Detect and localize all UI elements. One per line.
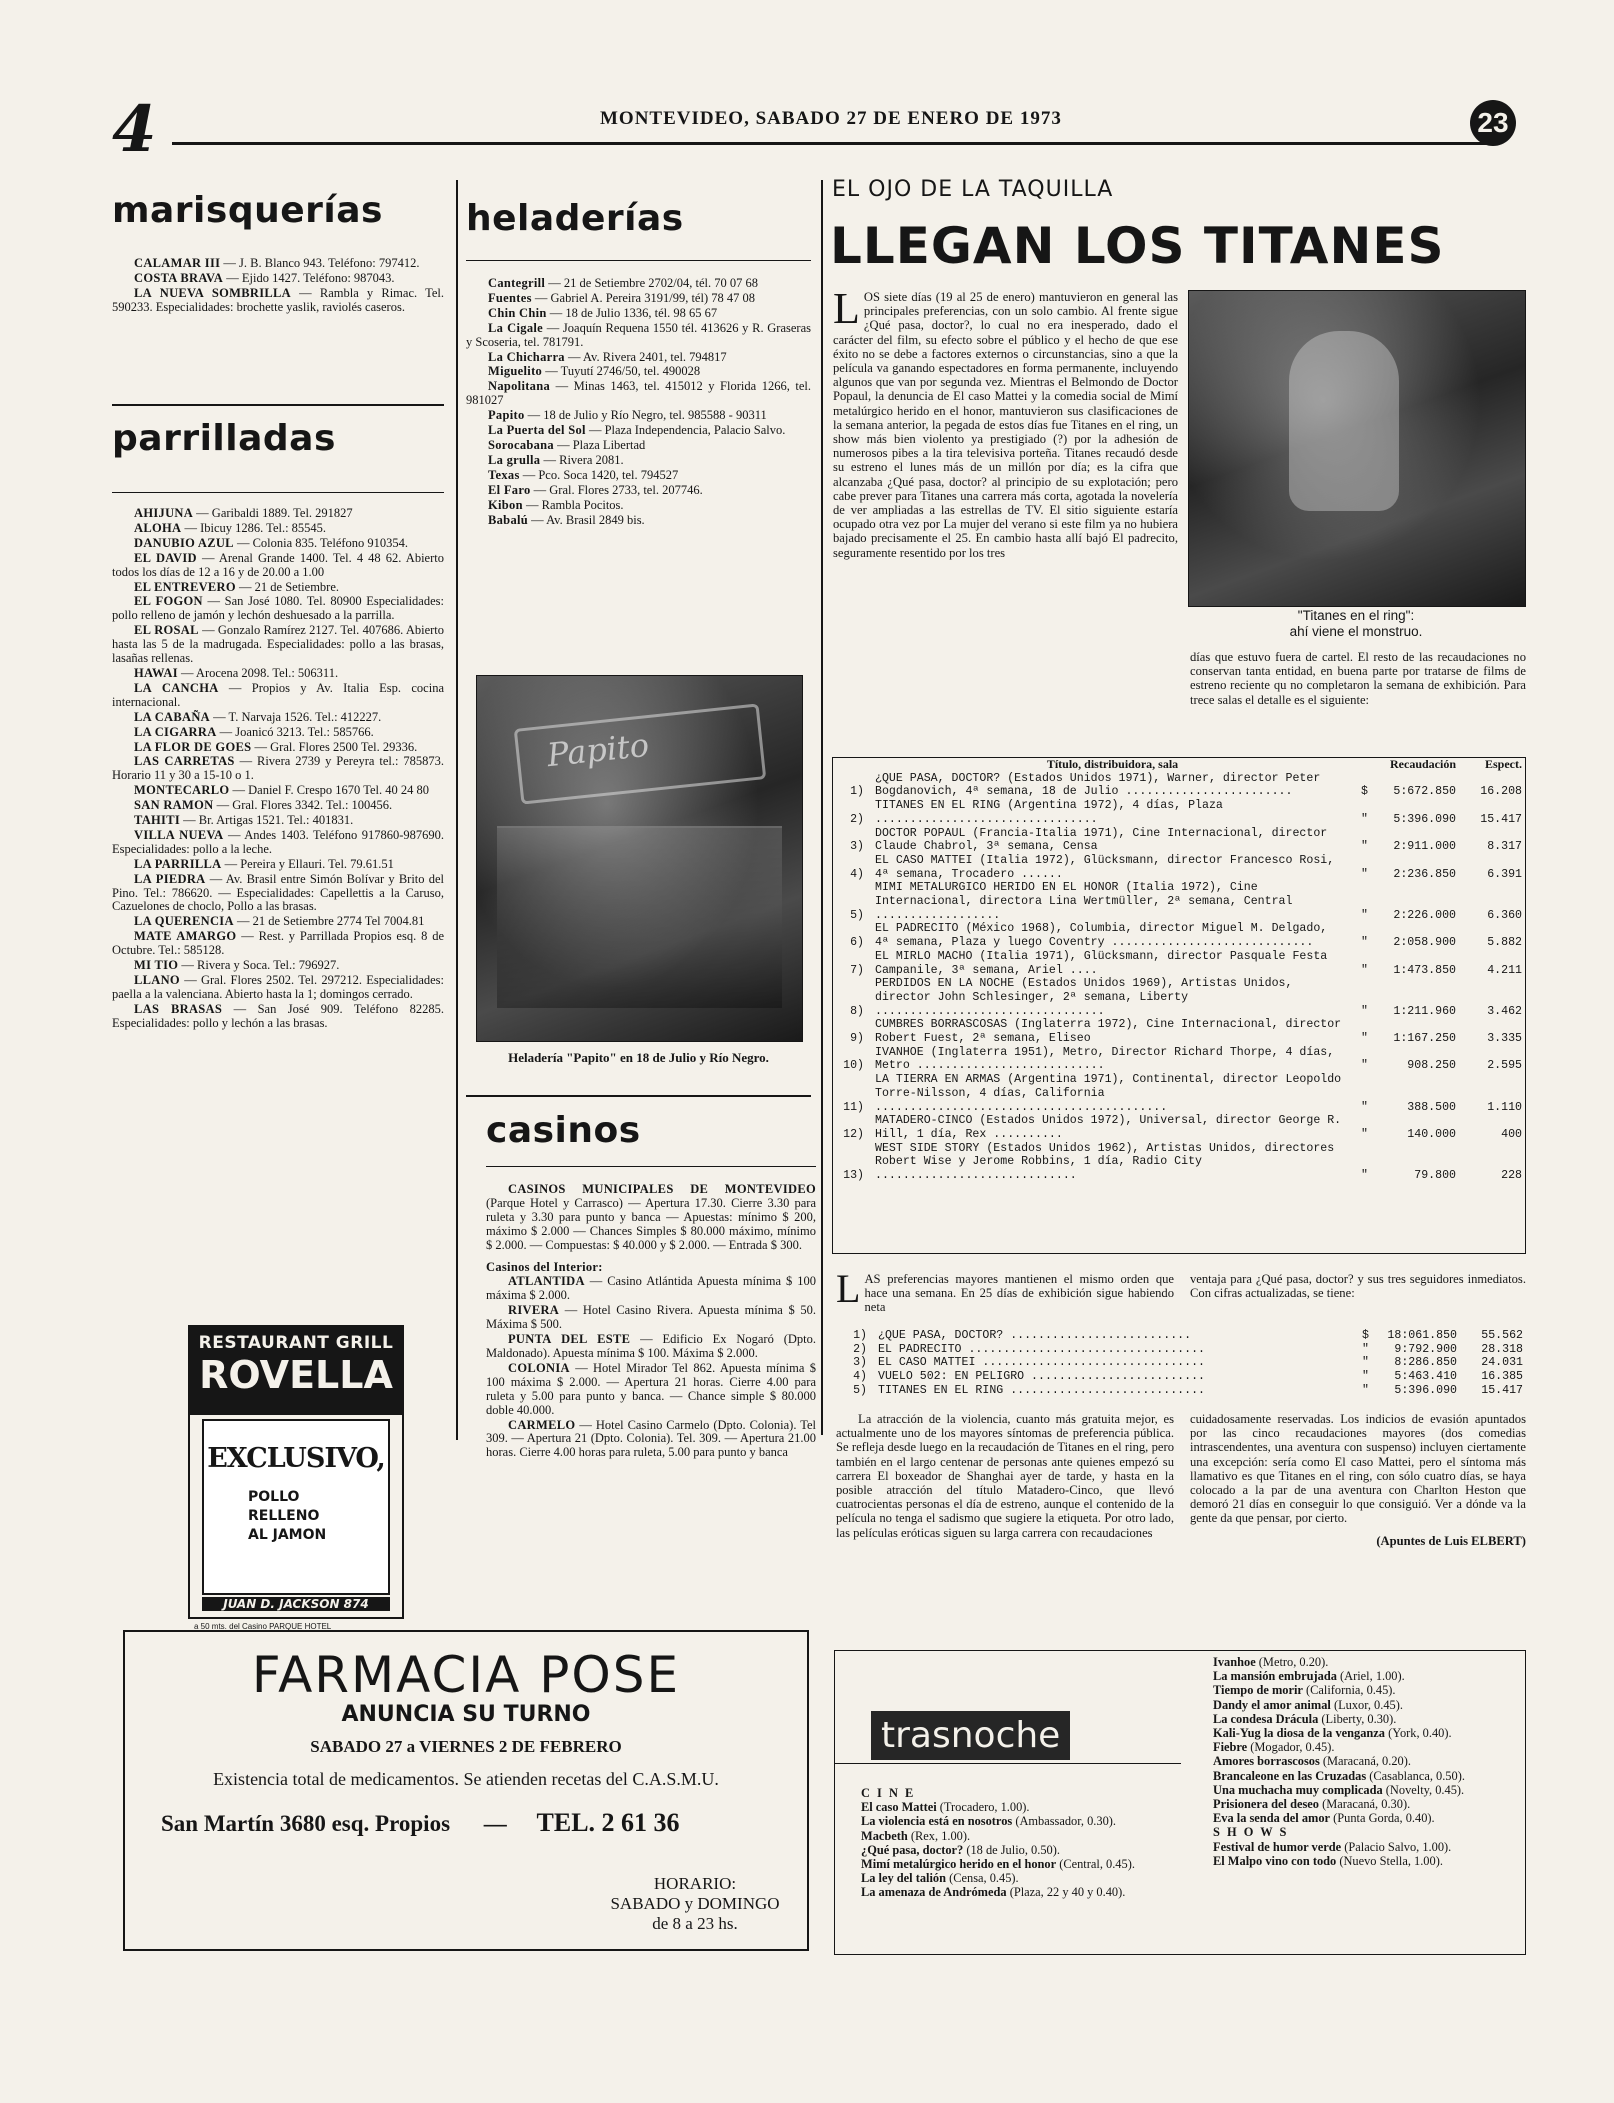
list-item: LA PARRILLA — Pereira y Ellauri. Tel. 79.61.51: [134, 856, 394, 871]
photo-figure: [1289, 331, 1399, 511]
table-cell-currency: ": [1361, 840, 1368, 854]
table-cell-n: 4): [850, 867, 864, 881]
list-item: Una muchacha muy complicada (Novelty, 0.45).: [1213, 1782, 1465, 1797]
table-cell-revenue: 9:792.900: [1394, 1342, 1457, 1356]
table-cell-title: MATADERO-CINCO (Estados Unidos 1972), Universal, director George R. Hill, 1 día, Rex ..........: [875, 1114, 1342, 1141]
table-cell-title: IVANHOE (Inglaterra 1951), Metro, Director Richard Thorpe, 4 días, Metro ...........................: [875, 1045, 1335, 1073]
list-item: Ivanhoe (Metro, 0.20).: [1213, 1655, 1329, 1669]
section-title: marisquerías: [112, 190, 383, 231]
column-divider: [821, 180, 823, 1435]
table-cell-spect: 3.335: [1487, 1032, 1522, 1046]
table-cell-revenue: 1:167.250: [1393, 1032, 1456, 1046]
list-item: La amenaza de Andrómeda (Plaza, 22 y 40 y 0.40).: [861, 1885, 1126, 1900]
table-cell-spect: 228: [1501, 1169, 1522, 1183]
list-item: LA CABAÑA — T. Narvaja 1526. Tel.: 412227.: [134, 709, 382, 724]
list-item: La condesa Drácula (Liberty, 0.30).: [1213, 1711, 1397, 1726]
table-cell-title: CUMBRES BORRASCOSAS (Inglaterra 1972), Cine Internacional, director Robert Fuest, 2ª semana, Eliseo: [875, 1018, 1342, 1046]
table-cell-currency: ": [1361, 1169, 1368, 1183]
table-row: [836, 1329, 1526, 1343]
table-cell-title: TITANES EN EL RING ............................: [878, 1383, 1205, 1397]
table-cell-revenue: 5:672.850: [1393, 785, 1456, 799]
trasnoche-section: [834, 1650, 1526, 1955]
table-cell-n: 6): [850, 936, 864, 950]
list-item: Amores borrascosos (Maracaná, 0.20).: [1213, 1754, 1411, 1769]
table-cell-revenue: 2:911.000: [1393, 840, 1456, 854]
ad-dash: —: [483, 1811, 507, 1836]
table-cell-currency: $: [1361, 785, 1368, 799]
list-item: ALOHA — Ibicuy 1286. Tel.: 85545.: [134, 520, 327, 535]
list-item: Cantegrill — 21 de Setiembre 2702/04, tél. 70 07 68: [488, 276, 758, 290]
section-rule: [112, 492, 444, 493]
photo-caption: Heladería "Papito" en 18 de Julio y Río Negro.: [508, 1050, 769, 1065]
drop-cap: L: [833, 284, 860, 333]
table-cell-title: PERDIDOS EN LA NOCHE (Estados Unidos 1969), Artistas Unidos, director John Schlesinger, 2ª semana, Liberty .................................: [875, 977, 1293, 1018]
table-cell-spect: 400: [1501, 1127, 1522, 1141]
list-item: La Cigale — Joaquín Requena 1550 tél. 413626 y R. Graseras y Scoseria, tel. 781791.: [466, 320, 811, 349]
subheading: Casinos del Interior:: [486, 1259, 603, 1274]
table-header-spect: Espect.: [1485, 757, 1522, 771]
titanes-photo: [1188, 290, 1526, 607]
table-cell-revenue: 5:463.410: [1394, 1370, 1457, 1384]
photo-shopfront: [497, 826, 782, 1008]
rovella-header: [190, 1327, 402, 1415]
table-cell-currency: ": [1361, 1127, 1368, 1141]
article-para-2: días que estuvo fuera de cartel. El resto de las recaudaciones no conservan tanta entidad, en buena parte por tratarse de films de estreno reciente qu no completaron la semana de exhibición. Para trece salas el detalle es el siguiente:: [1190, 650, 1526, 707]
table-row: [836, 1356, 1526, 1370]
list-item: Dandy el amor animal (Luxor, 0.45).: [1213, 1697, 1403, 1712]
table-row: [833, 854, 1525, 881]
table-cell-spect: 3.462: [1487, 1004, 1522, 1018]
table-cell-n: 13): [843, 1169, 864, 1183]
casinos-section: [486, 1110, 816, 1461]
table-cell-spect: 16.208: [1480, 785, 1522, 799]
section-title: parrilladas: [112, 418, 336, 459]
table-cell-spect: 8.317: [1487, 840, 1522, 854]
table-cell-title: EL MIRLO MACHO (Italia 1971), Glücksmann, director Pasquale Festa Campanile, 3ª semana, Ariel ....: [875, 949, 1328, 977]
table-row: [836, 1343, 1526, 1357]
table-cell-n: 11): [843, 1100, 864, 1114]
list-item: El caso Mattei (Trocadero, 1.00).: [861, 1800, 1030, 1815]
table-row: [833, 799, 1525, 826]
table-cell-revenue: 5:396.090: [1393, 812, 1456, 826]
table-cell-currency: $: [1362, 1329, 1369, 1342]
list-item: Brancaleone en las Cruzadas (Casablanca, 0.50).: [1213, 1768, 1465, 1783]
list-item: El Malpo vino con todo (Nuevo Stella, 1.00).: [1213, 1853, 1443, 1868]
table-cell-title: LA TIERRA EN ARMAS (Argentina 1971), Continental, director Leopoldo Torre-Nilsson, 4 días, California ..........................................: [875, 1073, 1342, 1114]
list-item: EL DAVID — Arenal Grande 1400. Tel. 4 48 62. Abierto todos los días de 12 a 16 y de 20.00 a 1.00: [112, 550, 444, 579]
table-row: [833, 1073, 1525, 1114]
list-item: Texas — Pco. Soca 1420, tel. 794527: [488, 467, 679, 482]
table-cell-spect: 2.595: [1487, 1059, 1522, 1073]
table-cell-revenue: 1:473.850: [1393, 963, 1456, 977]
list-item: COSTA BRAVA — Ejido 1427. Teléfono: 987043.: [134, 270, 395, 285]
section-rule: [466, 260, 811, 261]
table-cell-currency: ": [1362, 1342, 1369, 1356]
table-cell-title: EL CASO MATTEI (Italia 1972), Glücksmann, director Francesco Rosi, 4ª semana, Trocadero ......: [875, 853, 1335, 881]
table-cell-revenue: 2:058.900: [1393, 936, 1456, 950]
list-item: SAN RAMON — Gral. Flores 3342. Tel.: 100456.: [134, 798, 393, 813]
table-row: [833, 881, 1525, 922]
section-rule: [112, 404, 444, 406]
list-item: LA QUERENCIA — 21 de Setiembre 2774 Tel 7004.81: [134, 914, 425, 929]
ad-phone: TEL. 2 61 36: [536, 1808, 680, 1837]
list-item: ATLANTIDA — Casino Atlántida Apuesta mínima $ 100 máxima $ 2.000.: [486, 1274, 816, 1303]
list-item: Prisionera del deseo (Maracaná, 0.30).: [1213, 1797, 1411, 1812]
ad-address: JUAN D. JACKSON 874: [202, 1597, 390, 1611]
ad-title: FARMACIA POSE: [251, 1646, 681, 1704]
list-item: MONTECARLO — Daniel F. Crespo 1670 Tel. 40 24 80: [134, 783, 429, 798]
section-title: heladerías: [466, 198, 684, 239]
table-cell-currency: ": [1362, 1356, 1369, 1370]
list-item: LA NUEVA SOMBRILLA — Rambla y Rimac. Tel. 590233. Especialidades: brochette yaslik, raviolés caseros.: [112, 285, 444, 314]
table-row: [833, 772, 1525, 799]
table-cell-currency: ": [1361, 908, 1368, 922]
ad-footnote: a 50 mts. del Casino PARQUE HOTEL: [194, 1622, 332, 1631]
drop-cap: L: [836, 1266, 861, 1311]
table-cell-n: 3): [850, 840, 864, 854]
table-cell-currency: ": [1361, 1059, 1368, 1073]
table-cell-title: VUELO 502: EN PELIGRO .........................: [878, 1370, 1205, 1384]
list-item: Kali-Yug la diosa de la venganza (York, 0.40).: [1213, 1726, 1452, 1741]
table-cell-n: 1): [850, 785, 864, 799]
table-cell-currency: ": [1361, 812, 1368, 826]
table-cell-n: 7): [850, 963, 864, 977]
table-cell-spect: 15.417: [1480, 812, 1522, 826]
marisquerias-list: [112, 257, 444, 315]
table-cell-n: 2): [853, 1342, 867, 1356]
box-office-table: [833, 758, 1525, 1183]
list-item: Chin Chin — 18 de Julio 1336, tél. 98 65 67: [488, 305, 718, 320]
list-item: CARMELO — Hotel Casino Carmelo (Dpto. Colonia). Tel 309. — Apertura 21 (Dpto. Colonia). Tel. 309. — Apertura 21.00 horas. Cierre 4.00 horas para ruleta, 5.00 para punto y banca: [486, 1417, 816, 1460]
cumulative-table: [836, 1329, 1526, 1398]
list-item: VILLA NUEVA — Andes 1403. Teléfono 917860-987690. Especialidades: pollo a la leche.: [112, 827, 444, 856]
table-cell-spect: 1.110: [1487, 1100, 1522, 1114]
page-number-badge: [1470, 100, 1516, 146]
ad-line: Existencia total de medicamentos. Se atienden recetas del C.A.S.M.U.: [213, 1769, 719, 1789]
table-cell-n: 10): [843, 1059, 864, 1073]
list-item: TAHITI — Br. Artigas 1521. Tel.: 401831.: [134, 813, 354, 828]
list-item: AHIJUNA — Garibaldi 1889. Tel. 291827: [134, 506, 353, 520]
ad-line: RESTAURANT GRILL: [198, 1333, 394, 1353]
list-item: MATE AMARGO — Rest. y Parrillada Propios esq. 8 de Octubre. Tel.: 585128.: [112, 929, 444, 958]
table-cell-n: 9): [850, 1032, 864, 1046]
table-row: [833, 1046, 1525, 1073]
ad-line: POLLO: [248, 1489, 300, 1505]
table-cell-spect: 15.417: [1481, 1383, 1523, 1397]
table-row: [833, 827, 1525, 854]
heladerias-list: [466, 277, 811, 527]
list-item: MI TIO — Rivera y Soca. Tel.: 796927.: [134, 958, 340, 973]
rovella-ad: [188, 1325, 404, 1631]
table-cell-revenue: 140.000: [1407, 1127, 1456, 1141]
table-cell-title: WEST SIDE STORY (Estados Unidos 1962), Artistas Unidos, directores Robert Wise y Jerome Robbins, 1 día, Radio City .............................: [875, 1141, 1335, 1183]
marisquerias-section: [112, 190, 444, 316]
list-item: LLANO — Gral. Flores 2502. Tel. 297212. Especialidades: paella a la valenciana. Abierto hasta la 1; domingos cerrado.: [112, 973, 444, 1001]
column-divider: [456, 180, 458, 1440]
table-cell-n: 5): [850, 908, 864, 922]
list-item: El Faro — Gral. Flores 2733, tel. 207746.: [488, 482, 703, 497]
table-cell-title: TITANES EN EL RING (Argentina 1972), 4 días, Plaza ................................: [875, 799, 1223, 826]
ad-text: [248, 1488, 388, 1545]
table-header: [833, 758, 872, 772]
rovella-inner: [202, 1419, 390, 1595]
ad-line: RELLENO: [248, 1508, 320, 1524]
table-cell-currency: ": [1361, 1100, 1368, 1114]
photo-caption: "Titanes en el ring": ahí viene el monstruo.: [1289, 608, 1423, 639]
list-item: Mimí metalúrgico herido en el honor (Central, 0.45).: [861, 1857, 1135, 1872]
photo-sign-text: Papito: [545, 725, 651, 775]
table-cell-n: 8): [850, 1004, 864, 1018]
trasnoche-cine-list-1: [861, 1786, 1171, 1900]
table-row: [833, 922, 1525, 949]
list-item: Kibon — Rambla Pocitos.: [488, 497, 624, 512]
table-cell-n: 12): [843, 1127, 864, 1141]
table-cell-spect: 6.360: [1487, 908, 1522, 922]
list-item: HAWAI — Arocena 2098. Tel.: 506311.: [134, 665, 339, 680]
list-item: ¿Qué pasa, doctor? (18 de Julio, 0.50).: [861, 1842, 1060, 1857]
list-item: LA PIEDRA — Av. Brasil entre Simón Bolívar y Brito del Pino. Tel.: 786620. — Especialidades: Capellettis a la Caruso, Cazuelones de choclo, Pollo a las brasas.: [112, 871, 444, 914]
article-para-1: LOS siete días (19 al 25 de enero) mantuvieron en general las principales preferencias, con un solo cambio. Al frente sigue ¿Qué pasa, doctor?, lo cual no era inesperado, dado el carácter del film, su efecto sobre el público y el hecho de que ese éxito no se debe a factores externos o circunstancias, sino a que la película va ganando espectadores en forma permanente, incluyendo algunos que van por segunda vez. Mientras el Belmondo de Doctor Popaul, la denuncia de El caso Mattei y la comedia social de Mimí metalúrgico herido en el honor, mantuvieron sus clasificaciones de la semana anterior, la pegada de estos días fue Titanes en el ring, un show más bien violento ya prestigiado (?) por la adhesión de numerosos pibes a la tira televisiva porteña. Titanes recaudó desde su estreno el lunes más de un millón por día; es la cifra que alcanzaba ¿Qué pasa, doctor? al principio de su explotación; pero cabe prever para Titanes una carrera más corta, agotada la novelería de ver ampliadas a las estrellas de TV. El sitio siguiente estaría ocupado otra vez por La mujer del verano si este film ya no hubiera bajado precisamente el 25. En cambio hasta allí bajó El padrecito, seguramente resentido por los tres: [833, 284, 1178, 560]
header-rule: [172, 142, 1492, 145]
table-cell-currency: ": [1361, 936, 1368, 950]
table-cell-spect: 5.882: [1487, 936, 1522, 950]
table-cell-n: 5): [853, 1383, 867, 1397]
list-item: LA FLOR DE GOES — Gral. Flores 2500 Tel. 29336.: [134, 739, 418, 754]
table-cell-currency: ": [1361, 1004, 1368, 1018]
ad-brand: ROVELLA: [199, 1353, 393, 1397]
list-item: RIVERA — Hotel Casino Rivera. Apuesta mínima $ 50. Máxima $ 500.: [486, 1303, 816, 1332]
article-para-3: LAS preferencias mayores mantienen el mismo orden que hace una semana. En 25 días de exhibición sigue habiendo neta: [836, 1266, 1174, 1315]
table-cell-title: MIMI METALURGICO HERIDO EN EL HONOR (Italia 1972), Cine Internacional, directora Lina Wertmüller, 2ª semana, Central ..................: [875, 881, 1293, 922]
article-title: LLEGAN LOS TITANES: [830, 217, 1445, 275]
table-row: [833, 977, 1525, 1018]
list-item: Eva la senda del amor (Punta Gorda, 0.40).: [1213, 1811, 1435, 1826]
ad-hours: HORARIO: SABADO y DOMINGO de 8 a 23 hs.: [610, 1874, 780, 1933]
papito-photo: [476, 675, 803, 1042]
parrilladas-section: [112, 418, 444, 1032]
trasnoche-cine-list-2: [1213, 1655, 1513, 1868]
casinos-list: [486, 1183, 816, 1460]
list-item: CALAMAR III — J. B. Blanco 943. Teléfono: 797412.: [134, 256, 420, 270]
table-cell-revenue: 388.500: [1407, 1100, 1456, 1114]
ad-subtitle: ANUNCIA SU TURNO: [341, 1702, 591, 1727]
table-cell-currency: ": [1361, 1032, 1368, 1046]
table-cell-currency: ": [1362, 1370, 1369, 1384]
farmacia-ad: [123, 1630, 809, 1951]
list-item: CASINOS MUNICIPALES DE MONTEVIDEO (Parque Hotel y Carrasco) — Apertura 17.30. Cierre 3.30 para ruleta y 3.30 para punto y banca — Apuestas: mínimo $ 200, máximo $ 2.000 — Chances Simples $ 80.000 máximo, mínimo $ 2.000. — Compuestas: $ 40.000 y $ 2.000. — Entrada $ 300.: [486, 1182, 816, 1252]
article-para-5: cuidadosamente reservadas. Los indicios de evasión apuntados por las cinco recaudaciones mayores (dos comedias intrascendentes, una aventura con suspenso) incluyen ciertamente una excepción: sería como El caso Mattei, pero el síntoma más llamativo es que Titanes en el ring, con sólo cuatro días, se haya colocado a la par de una aventura con Charlton Heston que demoró 21 días en conseguir lo que consiguió. Ver a dónde va la gente da que pensar, por cierto. (Apuntes de Luis ELBERT): [1190, 1412, 1526, 1548]
parrilladas-list: [112, 507, 444, 1031]
list-item: LA CIGARRA — Joanicó 3213. Tel.: 585766.: [134, 724, 374, 739]
list-item: Napolitana — Minas 1463, tel. 415012 y Florida 1266, tel. 981027: [466, 379, 811, 408]
table-cell-revenue: 8:286.850: [1394, 1356, 1457, 1370]
table-row: [833, 1114, 1525, 1141]
list-item: Macbeth (Rex, 1.00).: [861, 1828, 971, 1843]
table-cell-title: EL PADRECITO (México 1968), Columbia, director Miguel M. Delgado, 4ª semana, Plaza y luego Coventry .............................: [875, 922, 1328, 950]
list-item: Fuentes — Gabriel A. Pereira 3191/99, tél) 78 47 08: [488, 290, 755, 305]
signature: (Apuntes de Luis ELBERT): [1376, 1533, 1526, 1548]
list-item: LAS BRASAS — San José 909. Teléfono 82285. Especialidades: pollo y lechón a las brasas.: [112, 1001, 445, 1030]
table-cell-n: 3): [853, 1356, 867, 1370]
list-item: La Puerta del Sol — Plaza Independencia, Palacio Salvo.: [488, 423, 786, 438]
list-item: La grulla — Rivera 2081.: [488, 452, 624, 467]
box-office-table-frame: [832, 757, 1526, 1254]
list-item: PUNTA DEL ESTE — Edificio Ex Nogaró (Dpto. Maldonado). Apuesta mínima $ 100. Máxima $ 2.000.: [486, 1332, 816, 1360]
table-cell-title: EL PADRECITO ..................................: [878, 1342, 1205, 1356]
table-cell-title: ¿QUE PASA, DOCTOR? ..........................: [878, 1329, 1192, 1342]
list-item: Festival de humor verde (Palacio Salvo, 1.00).: [1213, 1839, 1452, 1854]
ad-line: EXCLUSIVO,: [207, 1443, 385, 1474]
table-row: [833, 1142, 1525, 1183]
section-rule: [466, 1095, 811, 1097]
section-rule: [486, 1166, 816, 1167]
newspaper-logo: 4: [112, 92, 157, 167]
table-row: [836, 1370, 1526, 1384]
subheading: S H O W S: [1213, 1825, 1289, 1840]
table-cell-currency: ": [1362, 1383, 1369, 1397]
table-cell-revenue: 908.250: [1407, 1059, 1456, 1073]
list-item: Babalú — Av. Brasil 2849 bis.: [488, 512, 645, 527]
table-cell-n: 4): [853, 1370, 867, 1384]
list-item: LA CANCHA — Propios y Av. Italia Esp. cocina internacional.: [112, 680, 444, 709]
table-cell-revenue: 2:236.850: [1393, 867, 1456, 881]
table-header-title: Título, distribuidora, sala: [1046, 757, 1179, 771]
table-cell-spect: 55.562: [1481, 1329, 1523, 1342]
section-rule: [835, 1763, 1181, 1764]
table-cell-spect: 16.385: [1481, 1370, 1523, 1384]
subheading: C I N E: [861, 1786, 916, 1800]
list-item: EL ENTREVERO — 21 de Setiembre.: [134, 579, 340, 594]
table-cell-n: 2): [850, 812, 864, 826]
list-item: Miguelito — Tuyutí 2746/50, tel. 490028: [488, 364, 701, 379]
date-line: MONTEVIDEO, SABADO 27 DE ENERO DE 1973: [600, 108, 1062, 129]
list-item: Fiebre (Mogador, 0.45).: [1213, 1740, 1335, 1755]
article-kicker: EL OJO DE LA TAQUILLA: [832, 177, 1114, 202]
article-para-4: La atracción de la violencia, cuanto más gratuita mejor, es actualmente uno de los mayores síntomas de preferencia pública. Se refleja desde luego en la recaudación de Titanes en el ring, pero también en el largo centenar de personas ante quienes empezó su carrera El boxeador de Shanghai ayer de tarde, y hasta en la posible atracción del título Matadero-Cinco, que llevó cuatrocientas personas el día de estreno, aunque el contenido de la película no tenga el sadismo que sugiere la etiqueta. Por otro lado, las películas eróticas siguen su larga carrera con recaudaciones: [836, 1412, 1174, 1540]
list-item: Papito — 18 de Julio y Río Negro, tel. 985588 - 90311: [488, 408, 767, 423]
ad-address-row: [125, 1808, 807, 1838]
table-cell-revenue: 5:396.090: [1394, 1383, 1457, 1397]
list-item: EL FOGON — San José 1080. Tel. 80900 Especialidades: pollo relleno de jamón y lechón deshuesado a la parrilla.: [112, 594, 444, 623]
table-header-revenue: Recaudación: [1390, 757, 1456, 771]
list-item: La Chicharra — Av. Rivera 2401, tel. 794817: [488, 349, 727, 364]
table-cell-currency: ": [1361, 867, 1368, 881]
table-cell-title: ¿QUE PASA, DOCTOR? (Estados Unidos 1971), Warner, director Peter Bogdanovich, 4ª semana, 18 de Julio ........................: [875, 771, 1321, 799]
article-para-3b: ventaja para ¿Qué pasa, doctor? y sus tres seguidores inmediatos. Con cifras actualizadas, se tiene:: [1190, 1272, 1526, 1301]
table-row: [836, 1384, 1526, 1398]
list-item: Sorocabana — Plaza Libertad: [488, 437, 646, 452]
ad-dates: SABADO 27 a VIERNES 2 DE FEBRERO: [310, 1737, 622, 1756]
table-cell-revenue: 2:226.000: [1393, 908, 1456, 922]
list-item: La violencia está en nosotros (Ambassador, 0.30).: [861, 1814, 1116, 1829]
table-cell-revenue: 1:211.960: [1393, 1004, 1456, 1018]
table-row: [833, 950, 1525, 977]
table-cell-spect: 28.318: [1481, 1342, 1523, 1356]
ad-line: AL JAMON: [248, 1527, 327, 1543]
table-cell-revenue: 18:061.850: [1387, 1329, 1457, 1342]
trasnoche-title: trasnoche: [871, 1711, 1070, 1760]
ad-address: San Martín 3680 esq. Propios: [161, 1811, 451, 1836]
list-item: LAS CARRETAS — Rivera 2739 y Pereyra tel.: 785873. Horario 11 y 30 a 15-10 o 1.: [112, 754, 444, 783]
list-item: La ley del talión (Censa, 0.45).: [861, 1871, 1019, 1886]
table-row: [833, 1018, 1525, 1045]
table-cell-title: DOCTOR POPAUL (Francia-Italia 1971), Cine Internacional, director Claude Chabrol, 3ª semana, Censa: [875, 826, 1328, 854]
table-cell-spect: 6.391: [1487, 867, 1522, 881]
list-item: Tiempo de morir (California, 0.45).: [1213, 1683, 1396, 1698]
list-item: EL ROSAL — Gonzalo Ramírez 2127. Tel. 407686. Abierto hasta las 5 de la madrugada. Especialidades: pollo a las brasas, lasañas rellenas.: [112, 623, 444, 666]
table-cell-revenue: 79.800: [1414, 1169, 1456, 1183]
page-number: 23: [1477, 107, 1509, 138]
table-cell-title: EL CASO MATTEI ................................: [878, 1356, 1205, 1370]
list-item: La mansión embrujada (Ariel, 1.00).: [1213, 1669, 1405, 1684]
table-cell-spect: 4.211: [1487, 963, 1522, 977]
table-cell-spect: 24.031: [1481, 1356, 1523, 1370]
section-title: casinos: [486, 1110, 641, 1151]
list-item: DANUBIO AZUL — Colonia 835. Teléfono 910354.: [134, 535, 409, 550]
table-cell-n: 1): [853, 1329, 867, 1342]
heladerias-section: [466, 198, 811, 528]
casino-interior-list: [486, 1275, 816, 1460]
list-item: COLONIA — Hotel Mirador Tel 862. Apuesta mínima $ 100 máxima $ 2.000. — Apertura 21 horas. Cierre 4.00 para ruleta y 5.00 para punto y banca. — Chance simple $ 80.000 doble 40.000.: [486, 1360, 816, 1417]
table-cell-currency: ": [1361, 963, 1368, 977]
